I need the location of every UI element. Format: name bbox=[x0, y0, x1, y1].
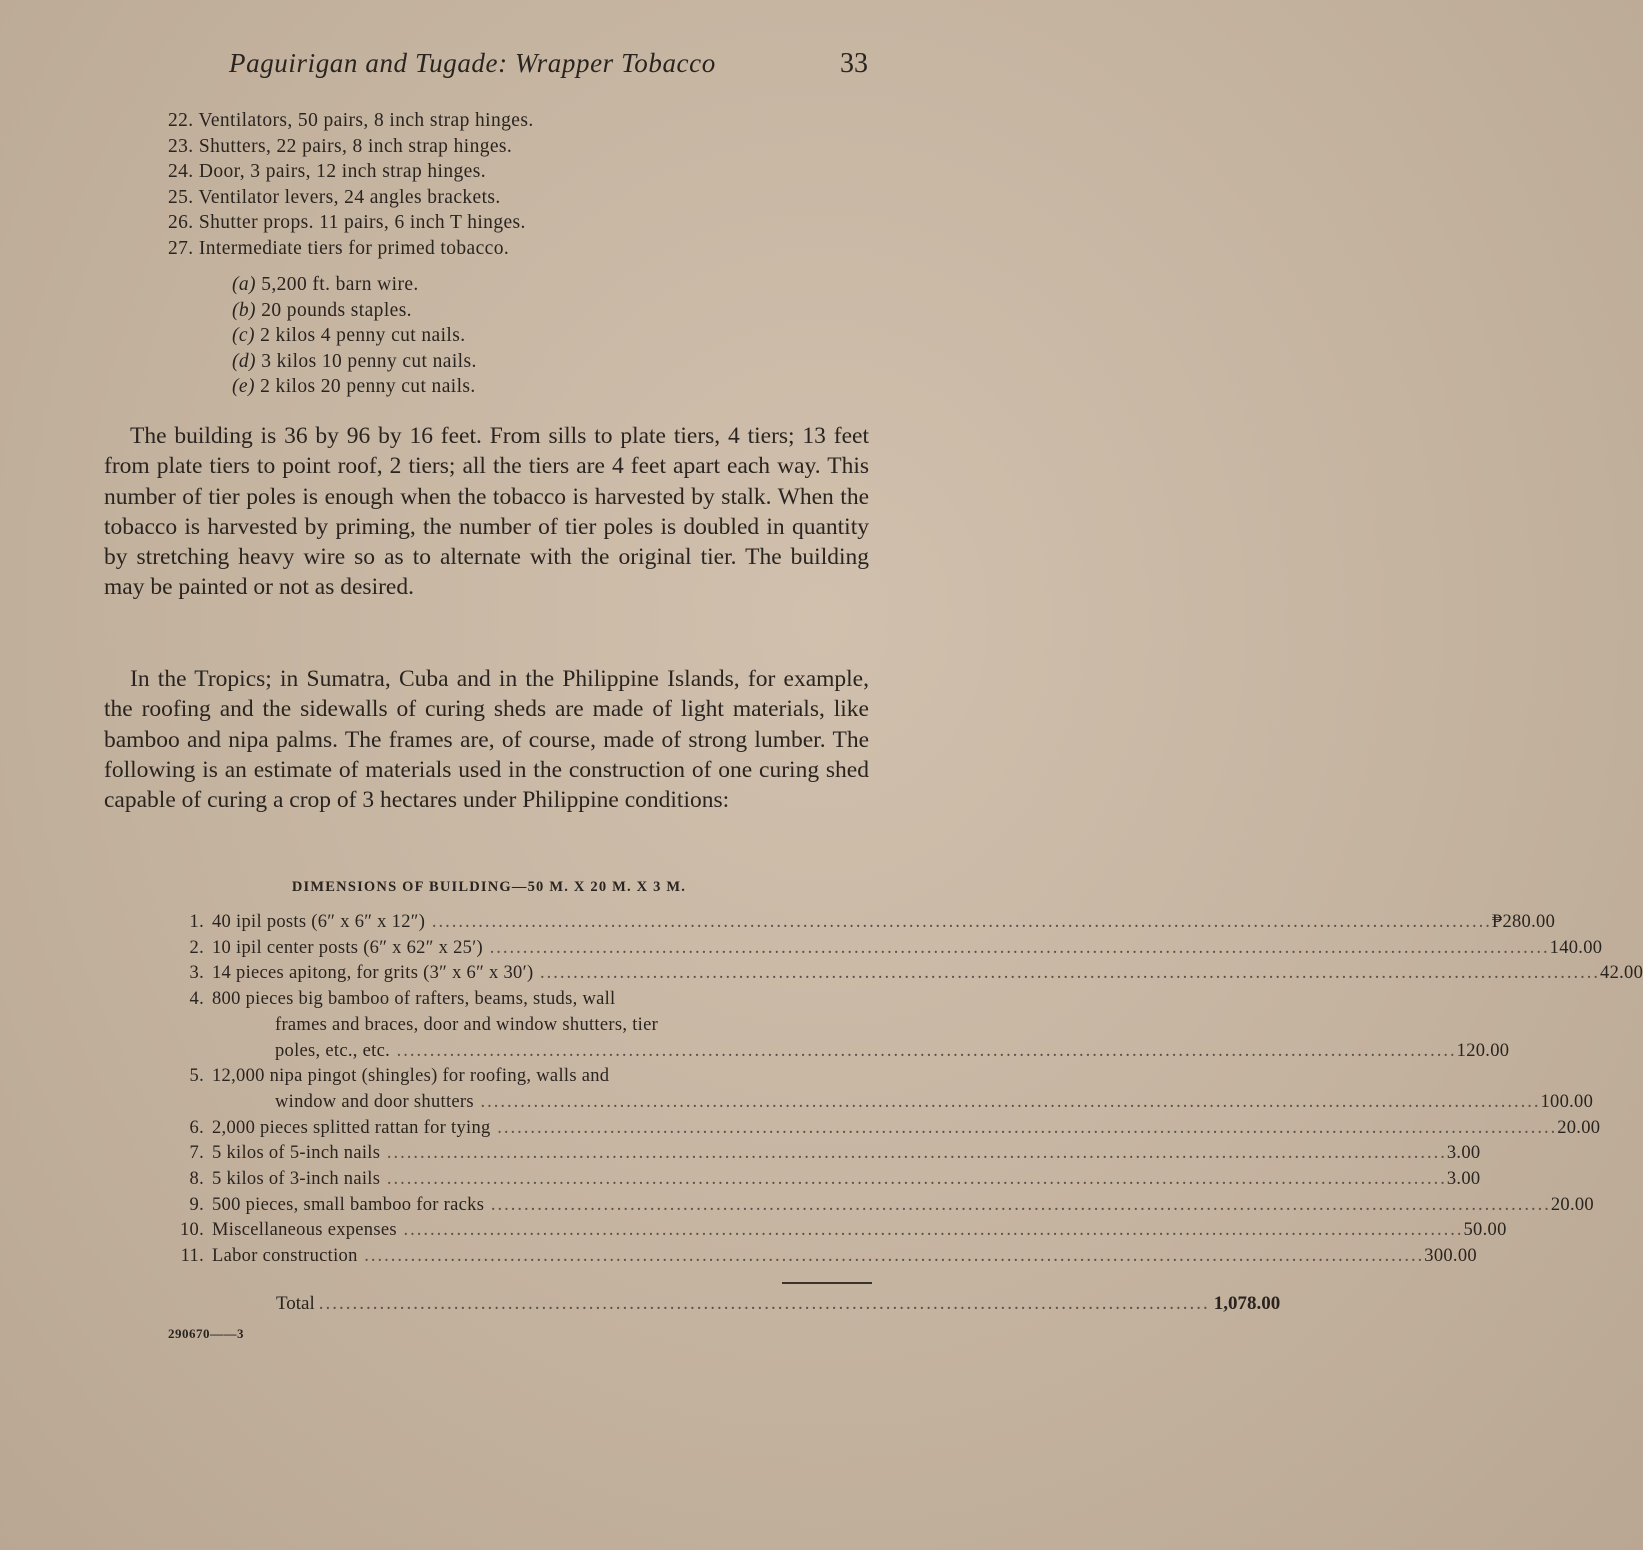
item-description: 12,000 nipa pingot (shingles) for roofing, walls and bbox=[212, 1066, 610, 1087]
item-description-cell bbox=[212, 1193, 1551, 1219]
item-description: 40 ipil posts (6″ x 6″ x 12″) bbox=[212, 912, 426, 932]
body-paragraph-building: The building is 36 by 96 by 16 feet. From sills to plate tiers, 4 tiers; 13 feet from plate tiers to point roof, 2 tiers; all the tiers are 4 feet apart each way. This number of tier poles is enough when the tobacco is harvested by stalk. When the tobacco is harvested by priming, the number of tier poles is doubled in quantity by stretching heavy wire so as to alternate with the original tier. The building may be painted or not as desired. bbox=[104, 423, 869, 601]
table-row bbox=[170, 1193, 1594, 1219]
list-item: 23. Shutters, 22 pairs, 8 inch strap hinges. bbox=[168, 135, 513, 157]
sublist-text: 2 kilos 4 penny cut nails. bbox=[260, 325, 466, 347]
item-description: 500 pieces, small bamboo for racks bbox=[212, 1194, 485, 1215]
item-amount: ₱280.00 bbox=[1491, 912, 1556, 932]
leader-dots: ................................................................................................................................................................ bbox=[425, 912, 1492, 932]
sublist-text: 5,200 ft. barn wire. bbox=[261, 274, 419, 295]
body-paragraph-tropics: In the Tropics; in Sumatra, Cuba and in the Philippine Islands, for example, the roofing and the sidewalls of curing sheds are made of light materials, like bamboo and nipa palms. The frames are, of course, made of strong lumber. The following is an estimate of materials used in the construction of one curing shed capable of curing a crop of 3 hectares under Philippine conditions: bbox=[104, 666, 869, 814]
item-amount: 3.00 bbox=[1446, 1169, 1481, 1190]
item-number: 6. bbox=[189, 1117, 204, 1138]
table-row-continuation bbox=[170, 1013, 872, 1039]
item-description-cell bbox=[212, 1039, 1457, 1065]
item-number: 10. bbox=[179, 1220, 204, 1241]
item-amount: 100.00 bbox=[1540, 1091, 1594, 1112]
item-description: 5 kilos of 5-inch nails bbox=[212, 1143, 381, 1164]
sublist-letter: (d) bbox=[232, 350, 256, 372]
list-item: 25. Ventilator levers, 24 angles brackets. bbox=[168, 186, 501, 208]
item-description: 5 kilos of 3-inch nails bbox=[212, 1169, 381, 1190]
sublist-text: 2 kilos 20 penny cut nails. bbox=[260, 376, 476, 398]
leader-dots: ................................................................................................................................................................ bbox=[390, 1040, 1457, 1061]
table-row bbox=[170, 987, 872, 1013]
item-number: 1. bbox=[189, 912, 204, 932]
item-description-cell bbox=[212, 936, 1550, 962]
item-number: 7. bbox=[189, 1143, 204, 1164]
item-description-cell bbox=[212, 1064, 780, 1090]
leader-dots: .................................................................................................................................... bbox=[318, 1293, 1210, 1314]
item-description-cell bbox=[212, 1244, 1424, 1270]
leader-dots: ................................................................................................................................................................ bbox=[396, 1220, 1464, 1241]
leader-dots: ................................................................................................................................................................ bbox=[473, 1091, 1541, 1112]
sublist-letter: (b) bbox=[232, 299, 256, 321]
intermediate-tiers-sublist bbox=[232, 272, 477, 400]
leader-dots: ................................................................................................................................................................ bbox=[490, 1117, 1558, 1138]
item-amount: 20.00 bbox=[1557, 1117, 1601, 1138]
item-description: window and door shutters bbox=[275, 1091, 474, 1112]
running-head bbox=[0, 48, 978, 88]
item-amount: 120.00 bbox=[1456, 1040, 1510, 1061]
table-row bbox=[170, 961, 1643, 987]
item-description: frames and braces, door and window shutters, tier bbox=[275, 1014, 659, 1035]
leader-dots: ................................................................................................................................................................ bbox=[380, 1169, 1447, 1190]
item-number: 9. bbox=[189, 1194, 204, 1215]
item-description: Labor construction bbox=[212, 1246, 358, 1267]
item-description-cell bbox=[212, 961, 1600, 987]
item-description-cell bbox=[212, 1218, 1464, 1244]
item-number: 4. bbox=[189, 989, 204, 1010]
item-amount: 3.00 bbox=[1446, 1143, 1481, 1164]
item-description: 10 ipil center posts (6″ x 62″ x 25′) bbox=[212, 937, 484, 958]
sublist-item bbox=[232, 349, 477, 375]
item-description-cell bbox=[212, 910, 1492, 936]
sublist-item bbox=[232, 374, 477, 400]
page-number: 33 bbox=[840, 48, 868, 79]
list-item: 22. Ventilators, 50 pairs, 8 inch strap hinges. bbox=[168, 110, 534, 131]
item-amount: 140.00 bbox=[1549, 937, 1603, 958]
table-row bbox=[170, 1064, 872, 1090]
item-description-cell bbox=[212, 987, 780, 1013]
total-rule bbox=[782, 1282, 872, 1284]
list-item: 27. Intermediate tiers for primed tobacco. bbox=[168, 237, 510, 259]
table-row bbox=[170, 1167, 1481, 1193]
table-row bbox=[170, 936, 1603, 962]
total-label: Total bbox=[276, 1293, 315, 1314]
sublist-item bbox=[232, 323, 477, 349]
table-row bbox=[170, 1141, 1481, 1167]
item-description-cell bbox=[212, 1167, 1447, 1193]
estimate-table bbox=[170, 910, 1643, 1270]
item-description: 14 pieces apitong, for grits (3″ x 6″ x 30′) bbox=[212, 963, 534, 984]
sublist-letter: (c) bbox=[232, 325, 255, 347]
sublist-text: 3 kilos 10 penny cut nails. bbox=[261, 350, 477, 372]
table-row bbox=[170, 910, 1556, 936]
item-amount: 50.00 bbox=[1463, 1220, 1507, 1241]
running-head-title: Paguirigan and Tugade: Wrapper Tobacco bbox=[229, 48, 716, 78]
sublist-item bbox=[232, 298, 477, 324]
item-number: 3. bbox=[189, 963, 204, 984]
sublist-letter: (a) bbox=[232, 274, 256, 295]
leader-dots: ................................................................................................................................................................ bbox=[484, 1194, 1551, 1215]
item-number: 11. bbox=[180, 1246, 204, 1267]
materials-list-continued bbox=[168, 108, 534, 262]
list-item: 26. Shutter props. 11 pairs, 6 inch T hinges. bbox=[168, 212, 526, 234]
item-description: 2,000 pieces splitted rattan for tying bbox=[212, 1117, 491, 1138]
table-row bbox=[170, 1116, 1601, 1142]
item-description-cell bbox=[212, 1013, 843, 1039]
item-number: 5. bbox=[189, 1066, 204, 1087]
item-amount: 42.00 bbox=[1600, 963, 1643, 984]
item-description: 800 pieces big bamboo of rafters, beams, studs, wall bbox=[212, 989, 616, 1010]
item-description-cell bbox=[212, 1090, 1540, 1116]
table-row-continuation bbox=[170, 1090, 1594, 1116]
item-description-cell bbox=[212, 1141, 1447, 1167]
table-row bbox=[170, 1244, 1477, 1270]
item-number: 8. bbox=[189, 1169, 204, 1190]
item-description: poles, etc., etc. bbox=[275, 1040, 391, 1061]
leader-dots: ................................................................................................................................................................ bbox=[357, 1246, 1425, 1267]
item-description-cell bbox=[212, 1116, 1557, 1142]
sublist-item bbox=[232, 272, 477, 298]
total-amount: 1,078.00 bbox=[1213, 1293, 1281, 1314]
item-description: Miscellaneous expenses bbox=[212, 1220, 397, 1241]
total-row bbox=[276, 1293, 1281, 1315]
leader-dots: ................................................................................................................................................................ bbox=[483, 937, 1550, 958]
dimensions-heading: DIMENSIONS OF BUILDING—50 M. X 20 M. X 3 M. bbox=[291, 879, 687, 895]
table-row-continuation bbox=[170, 1039, 1510, 1065]
item-amount: 300.00 bbox=[1424, 1246, 1477, 1267]
leader-dots: ................................................................................................................................................................ bbox=[380, 1143, 1447, 1164]
sublist-letter: (e) bbox=[232, 376, 255, 398]
leader-dots: ................................................................................................................................................................ bbox=[533, 963, 1601, 984]
printer-signature-mark: 290670——3 bbox=[168, 1326, 244, 1341]
sublist-text: 20 pounds staples. bbox=[261, 299, 412, 321]
item-amount: 20.00 bbox=[1550, 1194, 1594, 1215]
table-row bbox=[170, 1218, 1507, 1244]
item-number: 2. bbox=[189, 937, 204, 958]
list-item: 24. Door, 3 pairs, 12 inch strap hinges. bbox=[168, 161, 486, 183]
